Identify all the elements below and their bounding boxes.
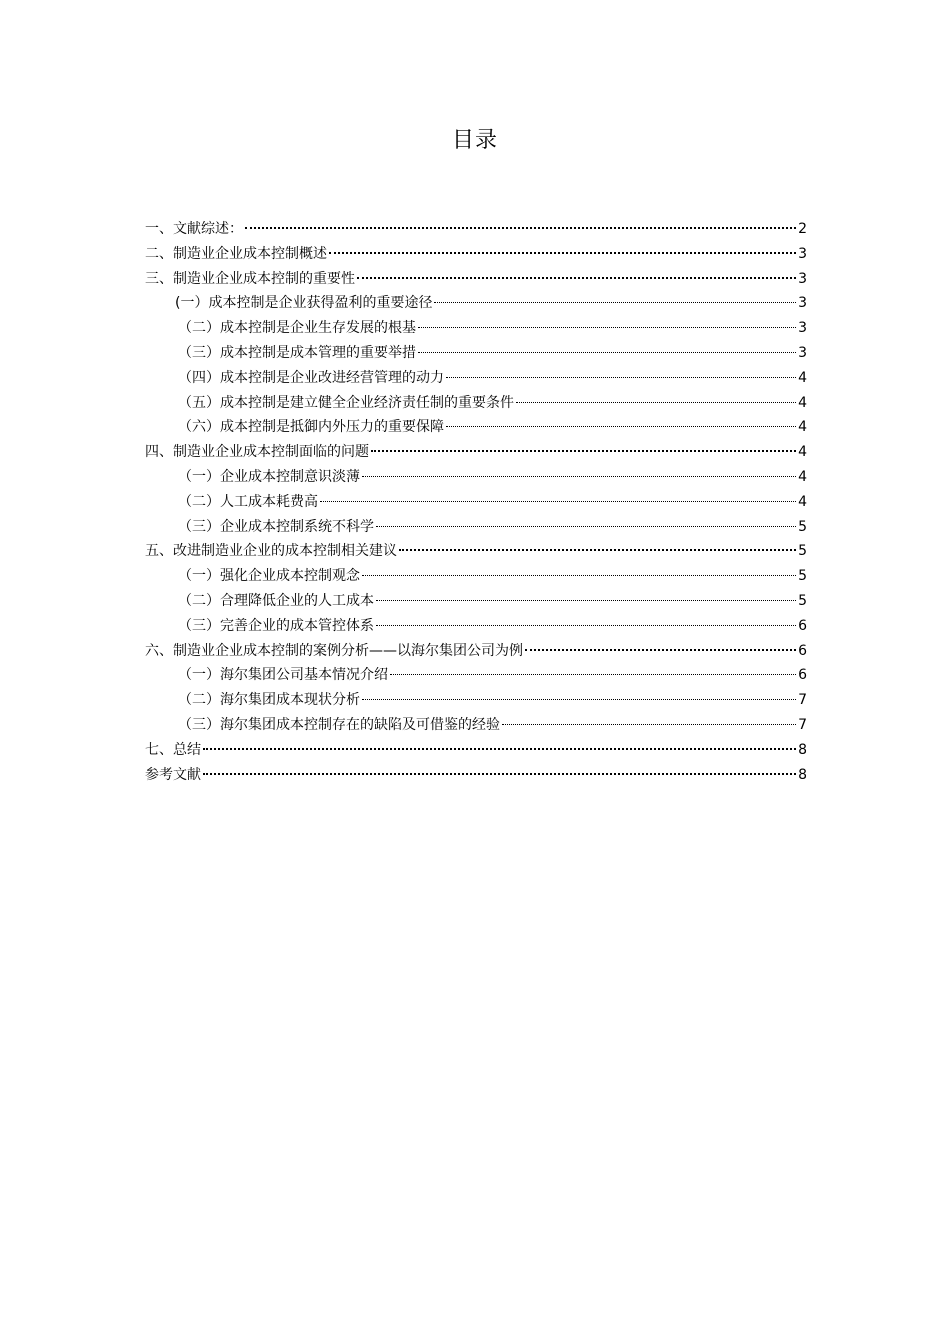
toc-entry[interactable] bbox=[145, 639, 807, 664]
toc-dot-leader bbox=[203, 773, 796, 775]
toc-entry[interactable] bbox=[145, 564, 807, 589]
toc-dot-leader bbox=[362, 699, 796, 700]
toc-entry[interactable] bbox=[145, 291, 807, 316]
toc-entry-title: (一）成本控制是企业获得盈利的重要途径 bbox=[175, 295, 433, 312]
toc-dot-leader bbox=[502, 724, 796, 725]
toc-entry-title: 三、制造业企业成本控制的重要性 bbox=[145, 270, 355, 287]
toc-entry[interactable] bbox=[145, 763, 807, 788]
toc-entry-title: （二）人工成本耗费高 bbox=[178, 493, 318, 510]
toc-entry-title: （三）海尔集团成本控制存在的缺陷及可借鉴的经验 bbox=[178, 716, 500, 733]
toc-entry-title: （一）海尔集团公司基本情况介绍 bbox=[178, 667, 388, 684]
toc-entry-title: （六）成本控制是抵御内外压力的重要保障 bbox=[178, 419, 444, 436]
toc-entry[interactable] bbox=[145, 465, 807, 490]
toc-entry[interactable] bbox=[145, 490, 807, 515]
toc-entry[interactable] bbox=[145, 267, 807, 292]
toc-dot-leader bbox=[399, 549, 796, 551]
toc-page-number: 8 bbox=[798, 741, 807, 758]
toc-page-number: 3 bbox=[798, 245, 807, 262]
toc-dot-leader bbox=[516, 402, 796, 403]
toc-entry[interactable] bbox=[145, 415, 807, 440]
toc-page-number: 4 bbox=[798, 493, 807, 510]
toc-page-number: 4 bbox=[798, 369, 807, 386]
toc-page-number: 5 bbox=[798, 543, 807, 560]
toc-page-number: 3 bbox=[798, 344, 807, 361]
toc-dot-leader bbox=[434, 302, 796, 303]
toc-dot-leader bbox=[376, 526, 796, 527]
toc-page-number: 4 bbox=[798, 419, 807, 436]
toc-entry[interactable] bbox=[145, 663, 807, 688]
toc-dot-leader bbox=[320, 501, 796, 502]
toc-page-number: 7 bbox=[798, 716, 807, 733]
toc-entry[interactable] bbox=[145, 242, 807, 267]
toc-entry-title: （二）成本控制是企业生存发展的根基 bbox=[178, 320, 416, 337]
toc-page-number: 5 bbox=[798, 568, 807, 585]
toc-entry[interactable] bbox=[145, 391, 807, 416]
toc-page-number: 4 bbox=[798, 394, 807, 411]
toc-entry[interactable] bbox=[145, 341, 807, 366]
toc-dot-leader bbox=[446, 426, 796, 427]
toc-entry-title: （三）完善企业的成本管控体系 bbox=[178, 617, 374, 634]
toc-page-number: 5 bbox=[798, 518, 807, 535]
toc-entry[interactable] bbox=[145, 688, 807, 713]
toc-entry[interactable] bbox=[145, 738, 807, 763]
toc-dot-leader bbox=[525, 649, 796, 651]
toc-entry[interactable] bbox=[145, 539, 807, 564]
toc-entry-title: 五、改进制造业企业的成本控制相关建议 bbox=[145, 543, 397, 560]
toc-entry[interactable] bbox=[145, 589, 807, 614]
toc-page-number: 4 bbox=[798, 468, 807, 485]
toc-page-number: 3 bbox=[798, 270, 807, 287]
toc-page-number: 2 bbox=[798, 221, 807, 237]
toc-dot-leader bbox=[329, 252, 796, 254]
toc-entry[interactable] bbox=[145, 217, 807, 242]
toc-page-number: 6 bbox=[798, 642, 807, 659]
toc-entry-title: （二）海尔集团成本现状分析 bbox=[178, 692, 360, 709]
table-of-contents bbox=[145, 217, 807, 787]
toc-dot-leader bbox=[245, 227, 796, 229]
toc-entry-title: （一）强化企业成本控制观念 bbox=[178, 568, 360, 585]
toc-page-number: 5 bbox=[798, 592, 807, 609]
toc-entry-title: （二）合理降低企业的人工成本 bbox=[178, 592, 374, 609]
toc-page-number: 3 bbox=[798, 320, 807, 337]
toc-dot-leader bbox=[357, 277, 796, 279]
toc-entry-title: （三）成本控制是成本管理的重要举措 bbox=[178, 344, 416, 361]
toc-dot-leader bbox=[418, 352, 796, 353]
toc-dot-leader bbox=[446, 377, 796, 378]
toc-entry-title: （三）企业成本控制系统不科学 bbox=[178, 518, 374, 535]
toc-entry-title: 参考文献 bbox=[145, 766, 201, 783]
toc-entry[interactable] bbox=[145, 713, 807, 738]
toc-entry-title: （五）成本控制是建立健全企业经济责任制的重要条件 bbox=[178, 394, 514, 411]
toc-entry-title: 六、制造业企业成本控制的案例分析——以海尔集团公司为例 bbox=[145, 642, 523, 659]
toc-dot-leader bbox=[203, 748, 796, 750]
toc-page-number: 8 bbox=[798, 766, 807, 783]
toc-dot-leader bbox=[418, 327, 796, 328]
toc-entry-title: （一）企业成本控制意识淡薄 bbox=[178, 468, 360, 485]
toc-entry-title: 二、制造业企业成本控制概述 bbox=[145, 245, 327, 262]
toc-page-number: 3 bbox=[798, 295, 807, 312]
toc-dot-leader bbox=[390, 674, 796, 675]
toc-dot-leader bbox=[362, 575, 796, 576]
toc-dot-leader bbox=[376, 625, 796, 626]
toc-entry[interactable] bbox=[145, 515, 807, 540]
toc-page-number: 6 bbox=[798, 617, 807, 634]
toc-dot-leader bbox=[376, 600, 796, 601]
toc-dot-leader bbox=[362, 476, 796, 477]
page-title: 目录 bbox=[451, 128, 498, 153]
toc-entry[interactable] bbox=[145, 366, 807, 391]
toc-dot-leader bbox=[371, 450, 796, 452]
toc-entry-title: （四）成本控制是企业改进经营管理的动力 bbox=[178, 369, 444, 386]
toc-entry-title: 一、文献综述： bbox=[145, 221, 243, 237]
toc-entry-title: 四、制造业企业成本控制面临的问题 bbox=[145, 444, 369, 461]
toc-page-number: 7 bbox=[798, 692, 807, 709]
toc-page-number: 4 bbox=[798, 444, 807, 461]
toc-entry[interactable] bbox=[145, 440, 807, 465]
toc-entry-title: 七、总结 bbox=[145, 741, 201, 758]
toc-page-number: 6 bbox=[798, 667, 807, 684]
toc-entry[interactable] bbox=[145, 316, 807, 341]
toc-entry[interactable] bbox=[145, 614, 807, 639]
